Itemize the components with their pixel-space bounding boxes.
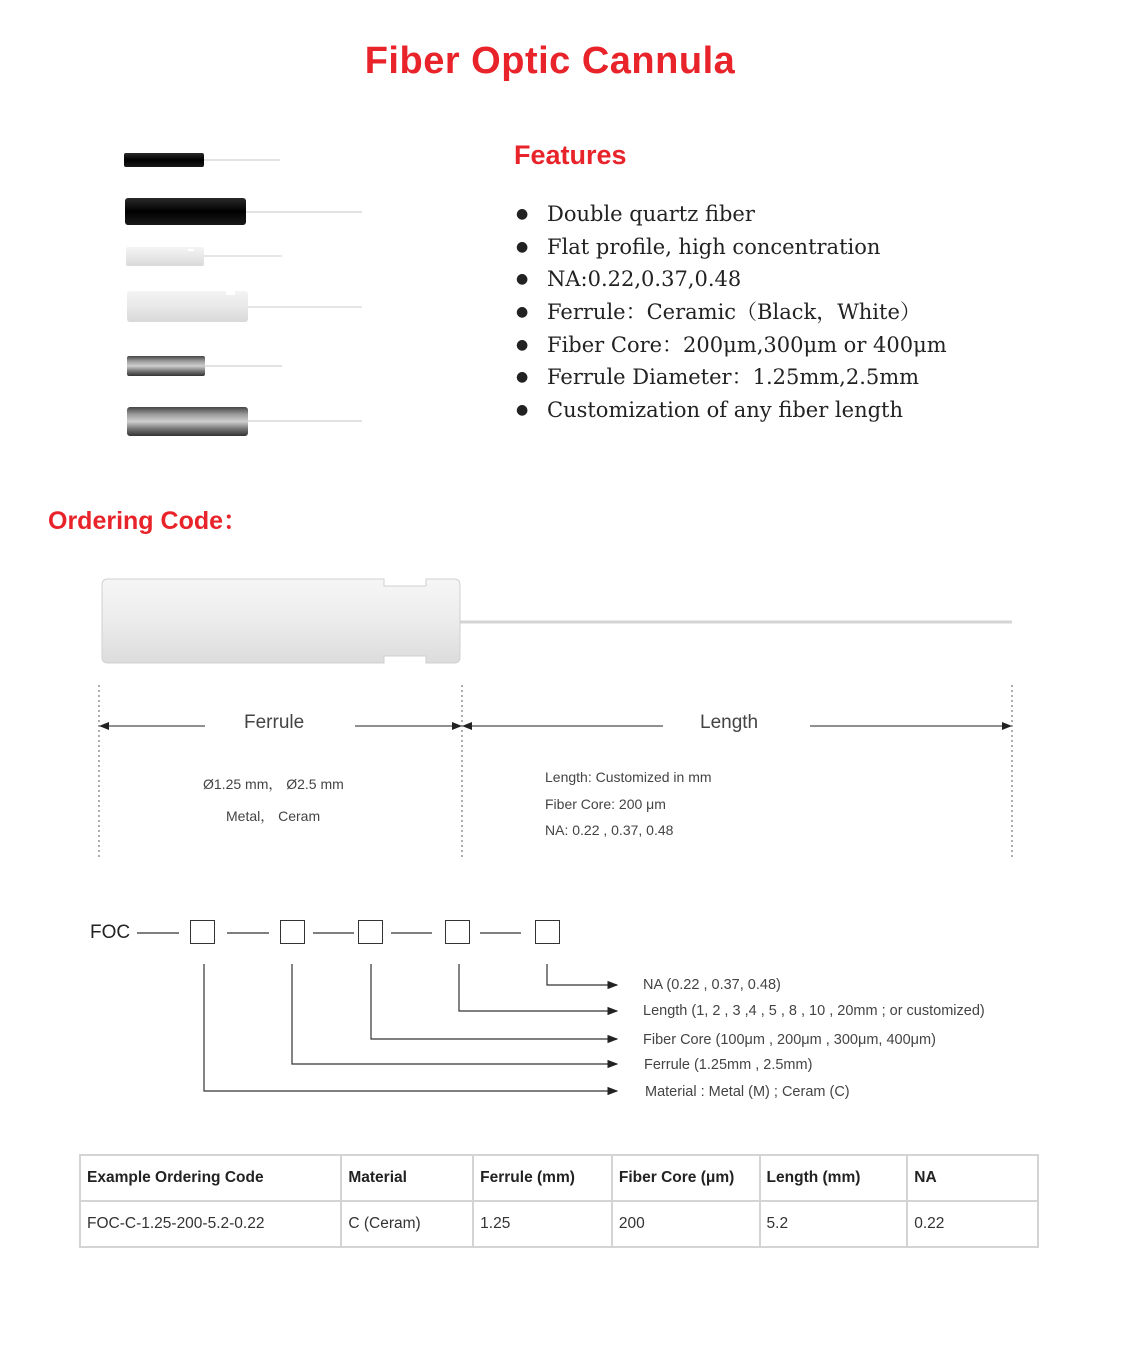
- bullet-icon: ●: [516, 402, 529, 419]
- cannula-metal-large: [127, 407, 362, 436]
- feature-item: ● Ferrule：Ceramic（Black，White）: [516, 296, 947, 329]
- option-ferrule: Ferrule (1.25mm , 2.5mm): [644, 1057, 813, 1073]
- cannula-white-large: [127, 291, 362, 322]
- feature-item: ● Flat profile, high concentration: [516, 231, 947, 264]
- column-header: NA: [907, 1155, 1038, 1201]
- length-spec-text: Length: Customized in mm: [545, 769, 712, 785]
- cannula-black-small: [124, 153, 280, 167]
- ferrule-label: Ferrule: [244, 712, 305, 733]
- ferrule-diameter-text: Ø1.25 mm， Ø2.5 mm: [203, 776, 344, 792]
- code-box-ferrule: [280, 920, 305, 944]
- na-spec-text: NA: 0.22 , 0.37, 0.48: [545, 822, 674, 838]
- option-material: Material : Metal (M) ; Ceram (C): [645, 1084, 850, 1100]
- table-cell: 0.22: [907, 1201, 1038, 1247]
- code-box-material: [190, 920, 215, 944]
- cannula-black-large: [125, 198, 362, 225]
- column-header: Material: [341, 1155, 473, 1201]
- bullet-icon: ●: [516, 304, 529, 321]
- length-label: Length: [700, 712, 759, 733]
- feature-item: ● Double quartz fiber: [516, 198, 947, 231]
- product-images: [110, 140, 380, 440]
- table-header-row: [80, 1155, 1038, 1201]
- ferrule-material-text: Metal， Ceram: [226, 808, 321, 824]
- code-box-na: [535, 920, 560, 944]
- column-header: Length (mm): [760, 1155, 908, 1201]
- bullet-icon: ●: [516, 206, 529, 222]
- table-row: [80, 1201, 1038, 1247]
- feature-item: ● Ferrule Diameter：1.25mm,2.5mm: [516, 361, 947, 394]
- option-length: Length (1, 2 , 3 ,4 , 5 , 8 , 10 , 20mm ; or customized): [643, 1003, 985, 1019]
- ordering-code-heading: Ordering Code：: [48, 507, 249, 535]
- bullet-icon: ●: [516, 271, 529, 288]
- column-header: Example Ordering Code: [80, 1155, 341, 1201]
- table-cell: FOC-C-1.25-200-5.2-0.22: [80, 1201, 341, 1247]
- fiber-core-spec-text: Fiber Core: 200 μm: [545, 796, 666, 812]
- features-heading: Features: [514, 140, 627, 170]
- bullet-icon: ●: [516, 238, 529, 255]
- column-header: Fiber Core (μm): [612, 1155, 760, 1201]
- option-na: NA (0.22 , 0.37, 0.48): [643, 977, 781, 993]
- connector-fiber-core: [371, 964, 617, 1039]
- column-header: Ferrule (mm): [473, 1155, 612, 1201]
- table-cell: 1.25: [473, 1201, 612, 1247]
- feature-item: ● Customization of any fiber length: [516, 394, 947, 427]
- cannula-metal-small: [127, 356, 282, 376]
- code-prefix: FOC: [90, 922, 131, 943]
- table-cell: 200: [612, 1201, 760, 1247]
- features-list: [516, 198, 947, 427]
- ferrule-body: [102, 579, 460, 663]
- feature-item: ● Fiber Core：200μm,300μm or 400μm: [516, 329, 947, 362]
- code-box-fiber-core: [358, 920, 383, 944]
- table-cell: 5.2: [760, 1201, 908, 1247]
- page-title: Fiber Optic Cannula: [364, 40, 736, 82]
- option-fiber-core: Fiber Core (100μm , 200μm , 300μm, 400μm): [643, 1032, 936, 1048]
- connector-material: [204, 964, 617, 1091]
- cannula-white-small: [126, 247, 282, 266]
- connector-na: [547, 964, 617, 985]
- feature-item: ● NA:0.22,0.37,0.48: [516, 263, 947, 296]
- table-cell: C (Ceram): [341, 1201, 473, 1247]
- code-box-length: [445, 920, 470, 944]
- bullet-icon: ●: [516, 336, 529, 353]
- bullet-icon: ●: [516, 369, 529, 386]
- connector-ferrule: [292, 964, 617, 1064]
- connector-length: [459, 964, 617, 1011]
- example-ordering-table: [79, 1154, 1039, 1248]
